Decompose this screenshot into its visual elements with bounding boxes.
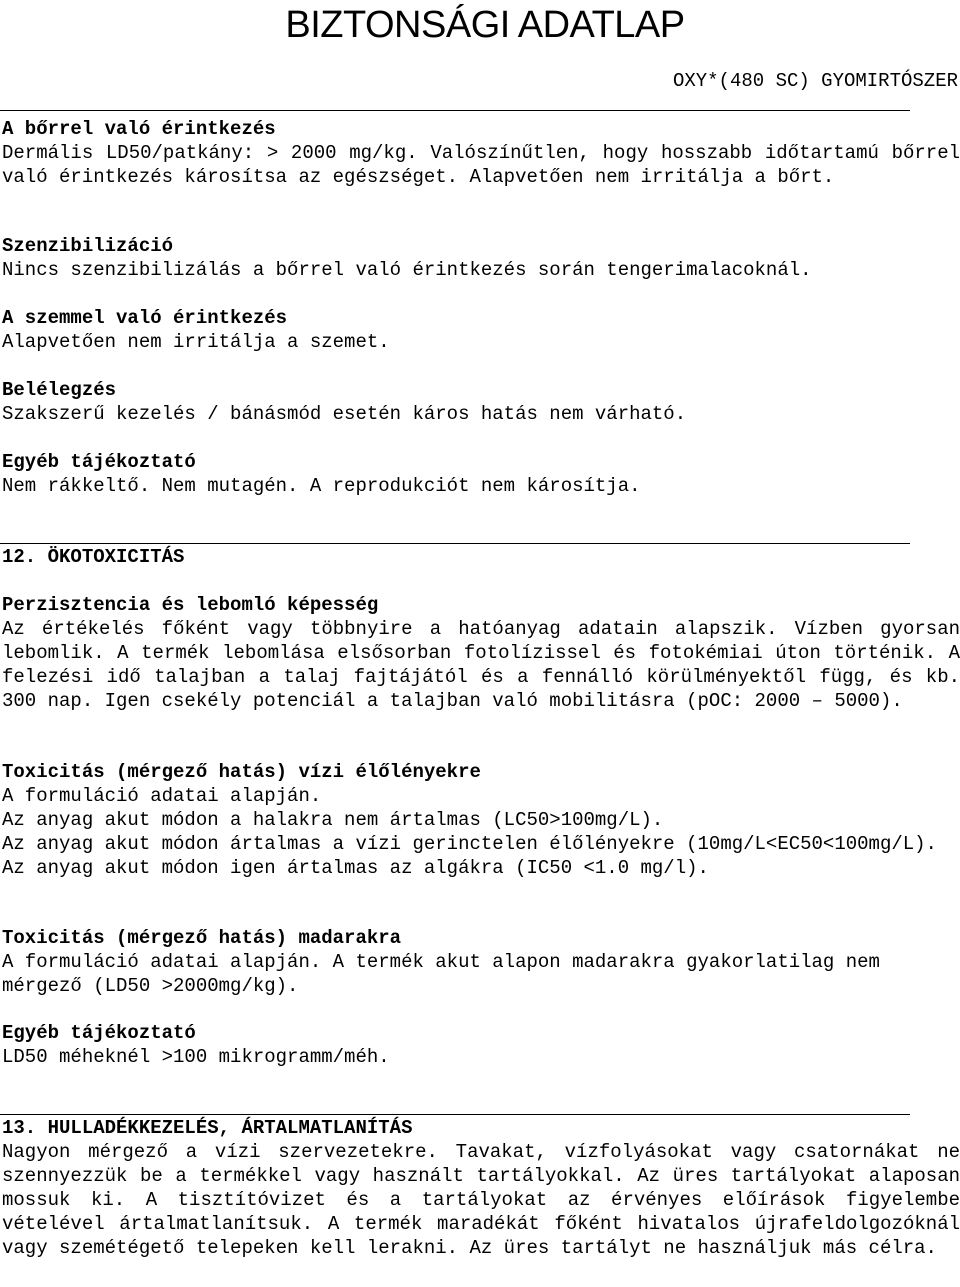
other-info-text: Nem rákkeltő. Nem mutagén. A reprodukciót nem károsítja. — [2, 475, 641, 497]
section-13-divider — [0, 1114, 910, 1115]
other-info-heading: Egyéb tájékoztató — [2, 451, 196, 473]
waste-disposal-section — [2, 1116, 960, 1260]
sensitization-section — [2, 234, 960, 282]
eye-contact-heading: A szemmel való érintkezés — [2, 307, 288, 329]
sensitization-heading: Szenzibilizáció — [2, 235, 174, 257]
aquatic-toxicity-line: Az anyag akut módon igen ártalmas az algákra (IC50 <1.0 mg/l). — [2, 857, 709, 879]
aquatic-toxicity-line: Az anyag akut módon ártalmas a vízi gerinctelen élőlényekre (10mg/L<EC50<100mg/L). — [2, 833, 937, 855]
product-name: OXY*(480 SC) GYOMIRTÓSZER — [672, 70, 958, 92]
persistence-text: Az értékelés főként vagy többnyire a hatóanyag adatain alapszik. Vízben gyorsan lebomlik. A termék lebomlása elsősorban fotolízissel és fotokémiai úton történik. A felezési idő talajban a talaj fajtájától és a fennálló körülményektől függ, és kb. 300 nap. Igen csekély potenciál a talajban való mobilitásra (pOC: 2000 – 5000). — [2, 618, 960, 712]
inhalation-heading: Belélegzés — [2, 379, 117, 401]
bird-toxicity-section — [2, 926, 960, 998]
inhalation-section — [2, 378, 960, 426]
ecotoxicity-title-block — [2, 545, 960, 569]
persistence-section — [2, 593, 960, 713]
skin-contact-section — [2, 117, 960, 189]
eye-contact-text: Alapvetően nem irritálja a szemet. — [2, 331, 390, 353]
bird-toxicity-heading: Toxicitás (mérgező hatás) madarakra — [2, 927, 402, 949]
aquatic-toxicity-heading: Toxicitás (mérgező hatás) vízi élőlényekre — [2, 761, 481, 783]
aquatic-toxicity-line: A formuláció adatai alapján. — [2, 785, 322, 807]
skin-contact-heading: A bőrrel való érintkezés — [2, 118, 276, 140]
section-13-heading: 13. HULLADÉKKEZELÉS, ÁRTALMATLANÍTÁS — [2, 1117, 413, 1139]
bird-toxicity-text: A formuláció adatai alapján. A termék akut alapon madarakra gyakorlatilag nem mérgező (LD50 >2000mg/kg). — [2, 951, 880, 997]
skin-contact-text: Dermális LD50/patkány: > 2000 mg/kg. Valószínűtlen, hogy hosszabb időtartamú bőrrel való érintkezés károsítsa az egészséget. Alapvetően nem irritálja a bőrt. — [2, 142, 960, 188]
section-12-heading: 12. ÖKOTOXICITÁS — [2, 546, 185, 568]
other-info-section-11 — [2, 450, 960, 498]
aquatic-toxicity-section — [2, 760, 960, 880]
bee-toxicity-text: LD50 méheknél >100 mikrogramm/méh. — [2, 1046, 390, 1068]
document-title: BIZTONSÁGI ADATLAP — [285, 4, 685, 46]
other-info-section-12 — [2, 1021, 960, 1069]
waste-disposal-text: Nagyon mérgező a vízi szervezetekre. Tavakat, vízfolyásokat vagy csatornákat ne szennyezzük be a termékkel vagy használt tartályokkal. Az üres tartályokat alaposan mossuk ki. A tisztítóvizet és a tartályokat az érvényes előírások figyelembe vételével ártalmatlanítsuk. A termék maradékát főként hivatalos újrafeldolgozóknál vagy szemétégető telepeken kell lerakni. Az üres tartályt ne használjuk más célra. — [2, 1141, 960, 1259]
inhalation-text: Szakszerű kezelés / bánásmód esetén káros hatás nem várható. — [2, 403, 687, 425]
section-12-divider — [0, 543, 910, 544]
header-divider — [0, 110, 910, 111]
eye-contact-section — [2, 306, 960, 354]
other-info-heading: Egyéb tájékoztató — [2, 1022, 196, 1044]
sensitization-text: Nincs szenzibilizálás a bőrrel való érintkezés során tengerimalacoknál. — [2, 259, 812, 281]
aquatic-toxicity-line: Az anyag akut módon a halakra nem ártalmas (LC50>100mg/L). — [2, 809, 664, 831]
persistence-heading: Perzisztencia és lebomló képesség — [2, 594, 379, 616]
